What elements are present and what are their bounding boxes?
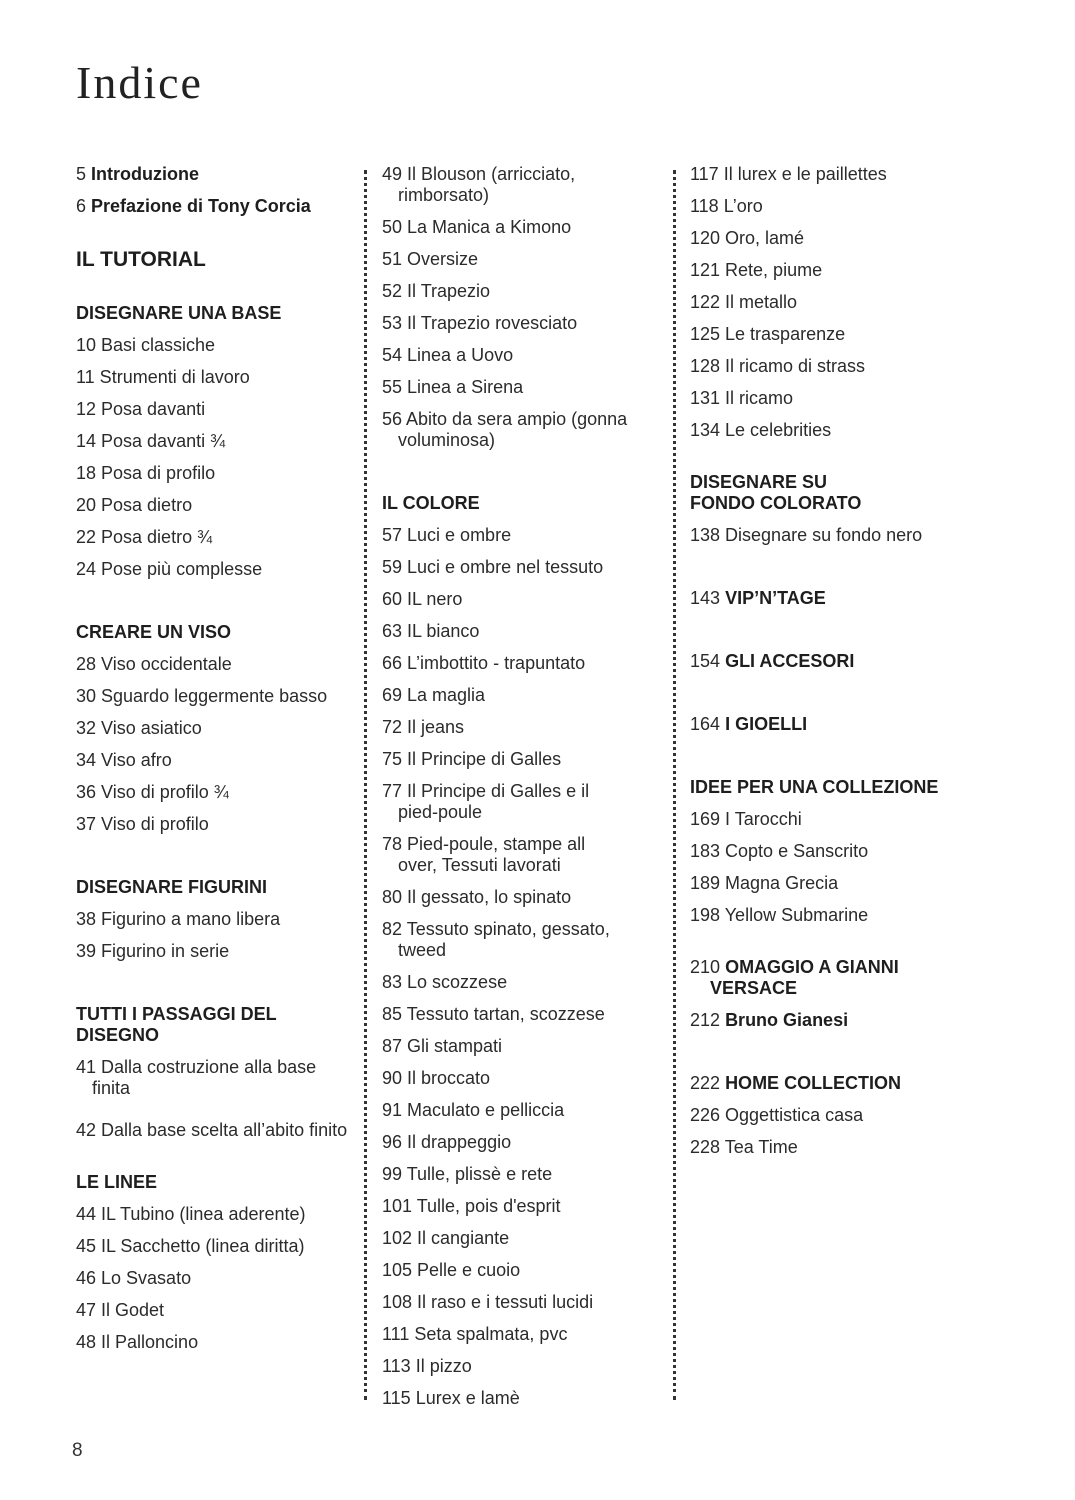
toc-entry[interactable]: 49 Il Blouson (arricciato, rimborsato) — [382, 164, 576, 205]
toc-entry[interactable]: 44 IL Tubino (linea aderente) — [76, 1204, 306, 1224]
toc-column-3 — [690, 164, 980, 1169]
toc-entry[interactable]: 99 Tulle, plissè e rete — [382, 1164, 553, 1184]
section-heading: DISEGNARE UNA BASE — [76, 303, 282, 323]
section-heading: CREARE UN VISO — [76, 622, 232, 642]
toc-entry[interactable]: 28 Viso occidentale — [76, 654, 232, 674]
toc-list — [76, 1204, 351, 1353]
toc-entry[interactable]: 128 Il ricamo di strass — [690, 356, 866, 376]
toc-entry[interactable]: 82 Tessuto spinato, gessato, tweed — [382, 919, 610, 960]
toc-entry[interactable]: 121 Rete, piume — [690, 260, 823, 280]
toc-entry[interactable]: 105 Pelle e cuoio — [382, 1260, 521, 1280]
dotted-divider — [364, 170, 367, 1400]
toc-entry[interactable]: 38 Figurino a mano libera — [76, 909, 281, 929]
toc-entry[interactable]: 91 Maculato e pelliccia — [382, 1100, 565, 1120]
toc-column-1 — [76, 164, 351, 1364]
toc-entry[interactable]: 212 Bruno Gianesi — [690, 1010, 849, 1030]
section-heading: DISEGNARE SU FONDO COLORATO — [690, 472, 862, 513]
toc-entry[interactable]: 117 Il lurex e le paillettes — [690, 164, 887, 184]
section-heading: TUTTI I PASSAGGI DEL DISEGNO — [76, 1004, 277, 1045]
toc-entry[interactable]: 96 Il drappeggio — [382, 1132, 512, 1152]
toc-entry[interactable]: 45 IL Sacchetto (linea diritta) — [76, 1236, 305, 1256]
toc-entry[interactable]: 85 Tessuto tartan, scozzese — [382, 1004, 605, 1024]
toc-entry[interactable]: 228 Tea Time — [690, 1137, 798, 1157]
toc-entry[interactable]: 154 GLI ACCESORI — [690, 651, 855, 671]
toc-entry[interactable]: 14 Posa davanti ¾ — [76, 431, 226, 451]
toc-entry[interactable]: 90 Il broccato — [382, 1068, 491, 1088]
toc-entry[interactable]: 169 I Tarocchi — [690, 809, 802, 829]
toc-list — [382, 972, 657, 1409]
toc-entry[interactable]: 131 Il ricamo — [690, 388, 794, 408]
toc-entry[interactable]: 189 Magna Grecia — [690, 873, 839, 893]
toc-entry[interactable]: 63 IL bianco — [382, 621, 480, 641]
section-heading: IL COLORE — [382, 493, 480, 513]
toc-entry[interactable]: 5 Introduzione — [76, 164, 200, 184]
toc-entry[interactable]: 143 VIP’N’TAGE — [690, 588, 826, 608]
toc-entry[interactable]: 57 Luci e ombre — [382, 525, 512, 545]
toc-entry[interactable]: 83 Lo scozzese — [382, 972, 508, 992]
toc-entry[interactable]: 11 Strumenti di lavoro — [76, 367, 250, 387]
toc-entry[interactable]: 22 Posa dietro ¾ — [76, 527, 213, 547]
toc-entry[interactable]: 41 Dalla costruzione alla base finita — [76, 1057, 317, 1098]
toc-entry[interactable]: 59 Luci e ombre nel tessuto — [382, 557, 604, 577]
toc-list — [690, 809, 980, 926]
toc-entry[interactable]: 37 Viso di profilo — [76, 814, 209, 834]
toc-entry[interactable]: 164 I GIOELLI — [690, 714, 808, 734]
toc-entry[interactable]: 24 Pose più complesse — [76, 559, 263, 579]
toc-entry[interactable]: 54 Linea a Uovo — [382, 345, 514, 365]
toc-entry[interactable]: 210 OMAGGIO A GIANNI VERSACE — [690, 957, 899, 998]
toc-entry[interactable]: 183 Copto e Sanscrito — [690, 841, 869, 861]
toc-list — [382, 217, 657, 398]
toc-entry[interactable]: 36 Viso di profilo ¾ — [76, 782, 229, 802]
toc-list — [76, 654, 351, 835]
section-heading: IL TUTORIAL — [76, 248, 206, 271]
toc-list — [382, 525, 657, 770]
toc-entry[interactable]: 60 IL nero — [382, 589, 463, 609]
toc-entry[interactable]: 46 Lo Svasato — [76, 1268, 192, 1288]
toc-entry[interactable]: 55 Linea a Sirena — [382, 377, 524, 397]
toc-entry[interactable]: 115 Lurex e lamè — [382, 1388, 520, 1408]
toc-entry[interactable]: 52 Il Trapezio — [382, 281, 491, 301]
toc-entry[interactable]: 48 Il Palloncino — [76, 1332, 199, 1352]
toc-entry[interactable]: 53 Il Trapezio rovesciato — [382, 313, 578, 333]
toc-entry[interactable]: 66 L’imbottito - trapuntato — [382, 653, 586, 673]
toc-entry[interactable]: 50 La Manica a Kimono — [382, 217, 572, 237]
toc-entry[interactable]: 47 Il Godet — [76, 1300, 165, 1320]
section-heading: DISEGNARE FIGURINI — [76, 877, 268, 897]
toc-entry[interactable]: 125 Le trasparenze — [690, 324, 846, 344]
toc-entry[interactable]: 102 Il cangiante — [382, 1228, 510, 1248]
toc-column-2 — [382, 164, 657, 1420]
toc-entry[interactable]: 6 Prefazione di Tony Corcia — [76, 196, 311, 216]
toc-entry[interactable]: 20 Posa dietro — [76, 495, 193, 515]
section-heading: IDEE PER UNA COLLEZIONE — [690, 777, 939, 797]
toc-entry[interactable]: 78 Pied-poule, stampe all over, Tessuti lavorati — [382, 834, 586, 875]
toc-entry[interactable]: 12 Posa davanti — [76, 399, 206, 419]
toc-entry[interactable]: 69 La maglia — [382, 685, 486, 705]
toc-entry[interactable]: 87 Gli stampati — [382, 1036, 503, 1056]
toc-entry[interactable]: 113 Il pizzo — [382, 1356, 472, 1376]
toc-entry[interactable]: 134 Le celebrities — [690, 420, 832, 440]
section-heading: LE LINEE — [76, 1172, 158, 1192]
toc-entry[interactable]: 222 HOME COLLECTION — [690, 1073, 902, 1093]
toc-entry[interactable]: 32 Viso asiatico — [76, 718, 202, 738]
toc-entry[interactable]: 56 Abito da sera ampio (gonna voluminosa) — [382, 409, 628, 450]
toc-entry[interactable]: 51 Oversize — [382, 249, 479, 269]
toc-entry[interactable]: 122 Il metallo — [690, 292, 798, 312]
toc-entry[interactable]: 198 Yellow Submarine — [690, 905, 869, 925]
toc-list — [690, 164, 980, 441]
toc-entry[interactable]: 10 Basi classiche — [76, 335, 216, 355]
toc-entry[interactable]: 226 Oggettistica casa — [690, 1105, 864, 1125]
toc-entry[interactable]: 30 Sguardo leggermente basso — [76, 686, 328, 706]
toc-entry[interactable]: 101 Tulle, pois d'esprit — [382, 1196, 561, 1216]
toc-entry[interactable]: 77 Il Principe di Galles e il pied-poule — [382, 781, 590, 822]
toc-list — [76, 909, 351, 962]
toc-entry[interactable]: 108 Il raso e i tessuti lucidi — [382, 1292, 594, 1312]
toc-entry[interactable]: 72 Il jeans — [382, 717, 465, 737]
toc-entry[interactable]: 120 Oro, lamé — [690, 228, 805, 248]
toc-entry[interactable]: 75 Il Principe di Galles — [382, 749, 562, 769]
toc-entry[interactable]: 39 Figurino in serie — [76, 941, 230, 961]
toc-entry[interactable]: 18 Posa di profilo — [76, 463, 216, 483]
toc-entry[interactable]: 34 Viso afro — [76, 750, 172, 770]
toc-entry[interactable]: 42 Dalla base scelta all’abito finito — [76, 1120, 348, 1140]
page-title: Indice — [76, 57, 203, 108]
toc-entry[interactable]: 111 Seta spalmata, pvc — [382, 1324, 568, 1344]
toc-entry[interactable]: 138 Disegnare su fondo nero — [690, 525, 923, 545]
toc-list — [690, 1105, 980, 1158]
dotted-divider — [673, 170, 676, 1400]
page-number: 8 — [72, 1440, 83, 1461]
toc-entry[interactable]: 118 L’oro — [690, 196, 763, 216]
toc-list — [76, 335, 351, 580]
toc-entry[interactable]: 80 Il gessato, lo spinato — [382, 887, 572, 907]
